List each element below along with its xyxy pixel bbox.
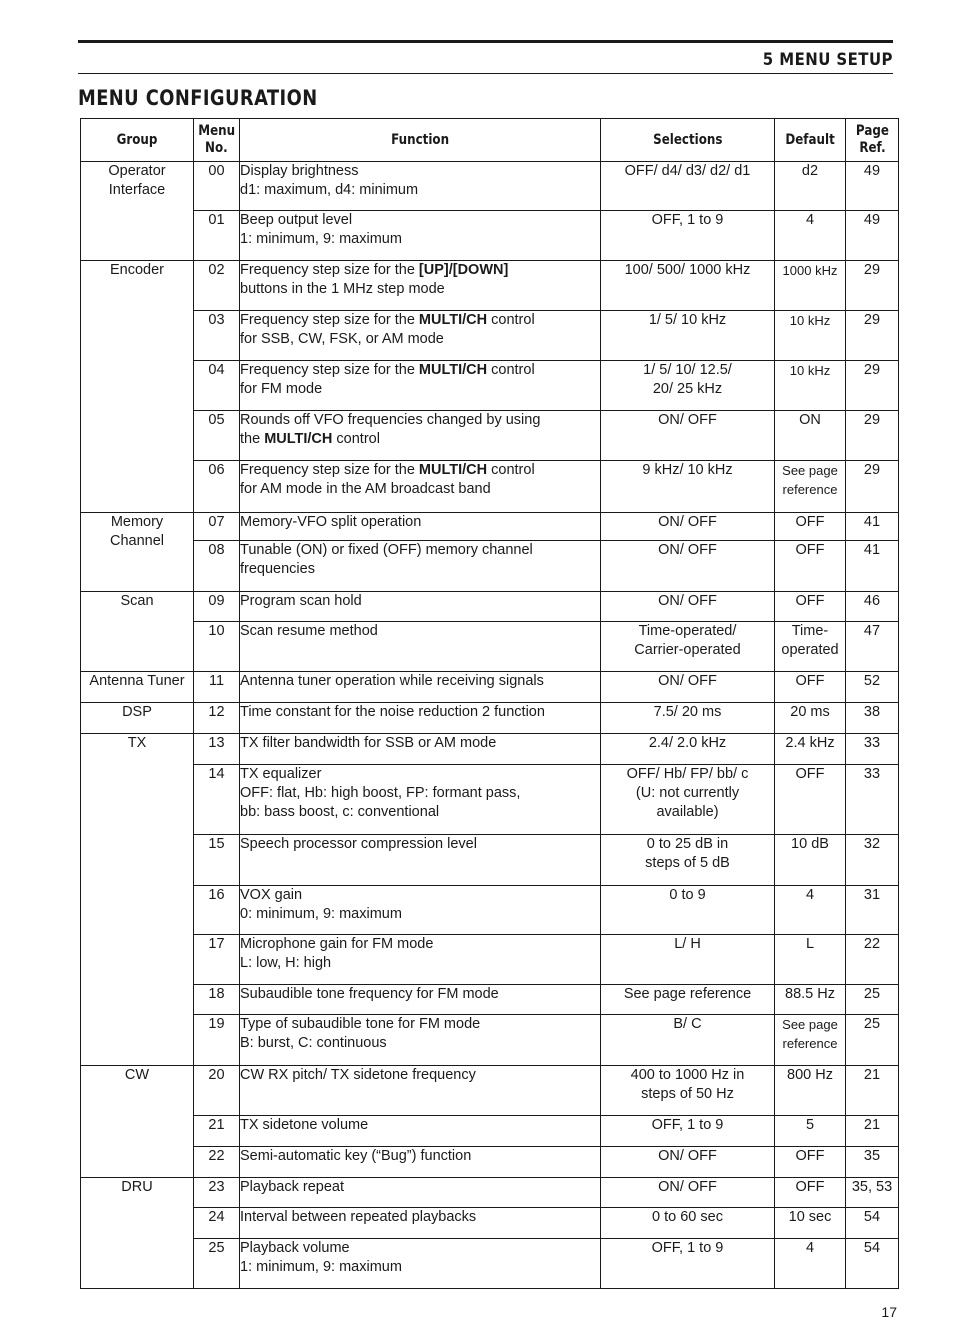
table-row [81,513,899,541]
function-cell: Frequency step size for the MULTI/CH control for FM mode [240,361,601,411]
selections-cell: 2.4/ 2.0 kHz [601,734,775,765]
default-cell: 10 dB [775,835,846,886]
function-cell: TX sidetone volume [240,1116,601,1147]
page-ref-cell: 29 [846,261,899,311]
table-row [81,935,899,985]
page-ref-cell: 25 [846,985,899,1015]
function-cell: Frequency step size for the MULTI/CH control for SSB, CW, FSK, or AM mode [240,311,601,361]
page-number: 17 [881,1304,897,1320]
header-rule-thin [78,73,893,74]
page-ref-cell: 21 [846,1116,899,1147]
table-row [81,1178,899,1208]
selections-cell: 0 to 60 sec [601,1208,775,1239]
page-ref-cell: 29 [846,411,899,461]
default-cell: 88.5 Hz [775,985,846,1015]
menu-number: 04 [194,361,240,411]
default-cell: OFF [775,541,846,592]
selections-cell: OFF, 1 to 9 [601,1239,775,1289]
menu-number: 19 [194,1015,240,1066]
page-ref-cell: 29 [846,361,899,411]
table-row [81,162,899,211]
table-row [81,1208,899,1239]
function-cell: Memory-VFO split operation [240,513,601,541]
menu-number: 07 [194,513,240,541]
page-ref-cell: 35 [846,1147,899,1178]
page-ref-cell: 31 [846,886,899,935]
selections-cell: 7.5/ 20 ms [601,703,775,734]
section-header: 5 MENU SETUP [762,50,893,70]
function-cell: Tunable (ON) or fixed (OFF) memory channel frequencies [240,541,601,592]
default-cell: 1000 kHz [775,261,846,311]
menu-number: 12 [194,703,240,734]
selections-cell: ON/ OFF [601,541,775,592]
menu-number: 16 [194,886,240,935]
default-cell: 4 [775,1239,846,1289]
function-cell: Display brightness d1: maximum, d4: minimum [240,162,601,211]
selections-cell: Time-operated/ Carrier-operated [601,622,775,672]
default-cell: OFF [775,1147,846,1178]
page-ref-cell: 49 [846,211,899,261]
function-cell: Rounds off VFO frequencies changed by using the MULTI/CH control [240,411,601,461]
selections-cell: ON/ OFF [601,592,775,622]
selections-cell: ON/ OFF [601,1147,775,1178]
menu-number: 01 [194,211,240,261]
menu-number: 13 [194,734,240,765]
function-cell: Playback repeat [240,1178,601,1208]
menu-number: 23 [194,1178,240,1208]
group-scan: Scan [81,592,194,672]
page-ref-cell: 49 [846,162,899,211]
function-cell: Time constant for the noise reduction 2 function [240,703,601,734]
function-cell: Semi-automatic key (“Bug”) function [240,1147,601,1178]
page-ref-cell: 54 [846,1208,899,1239]
table-row [81,985,899,1015]
function-cell: Type of subaudible tone for FM mode B: burst, C: continuous [240,1015,601,1066]
default-cell: 10 kHz [775,311,846,361]
page-ref-cell: 46 [846,592,899,622]
group-memory-channel: Memory Channel [81,513,194,592]
function-cell: Frequency step size for the MULTI/CH control for AM mode in the AM broadcast band [240,461,601,513]
page-ref-cell: 35, 53 [846,1178,899,1208]
default-cell: 10 sec [775,1208,846,1239]
default-cell: d2 [775,162,846,211]
menu-number: 09 [194,592,240,622]
menu-number: 20 [194,1066,240,1116]
function-cell: CW RX pitch/ TX sidetone frequency [240,1066,601,1116]
menu-number: 17 [194,935,240,985]
function-cell: Speech processor compression level [240,835,601,886]
function-cell: Microphone gain for FM mode L: low, H: high [240,935,601,985]
default-cell: See page reference [775,1015,846,1066]
menu-number: 11 [194,672,240,703]
table-row [81,1147,899,1178]
group-dsp: DSP [81,703,194,734]
selections-cell: ON/ OFF [601,411,775,461]
selections-cell: OFF, 1 to 9 [601,1116,775,1147]
menu-number: 24 [194,1208,240,1239]
function-cell: Subaudible tone frequency for FM mode [240,985,601,1015]
page-ref-cell: 47 [846,622,899,672]
selections-cell: OFF/ Hb/ FP/ bb/ c (U: not currently available) [601,765,775,835]
menu-number: 06 [194,461,240,513]
group-operator-interface: Operator Interface [81,162,194,261]
default-cell: OFF [775,765,846,835]
selections-cell: OFF, 1 to 9 [601,211,775,261]
header-rule-thick [78,40,893,43]
page-ref-cell: 29 [846,311,899,361]
page-ref-cell: 25 [846,1015,899,1066]
default-cell: OFF [775,672,846,703]
function-cell: Frequency step size for the [UP]/[DOWN] buttons in the 1 MHz step mode [240,261,601,311]
selections-cell: 400 to 1000 Hz in steps of 50 Hz [601,1066,775,1116]
page-ref-cell: 22 [846,935,899,985]
default-cell: 800 Hz [775,1066,846,1116]
page-ref-cell: 32 [846,835,899,886]
page-ref-cell: 29 [846,461,899,513]
page-ref-cell: 52 [846,672,899,703]
function-cell: Scan resume method [240,622,601,672]
group-dru: DRU [81,1178,194,1289]
menu-number: 22 [194,1147,240,1178]
table-row [81,622,899,672]
default-cell: 4 [775,211,846,261]
menu-number: 10 [194,622,240,672]
table-row [81,261,899,311]
page-ref-cell: 54 [846,1239,899,1289]
selections-cell: ON/ OFF [601,1178,775,1208]
function-cell: VOX gain 0: minimum, 9: maximum [240,886,601,935]
default-cell: 20 ms [775,703,846,734]
table-row [81,1239,899,1289]
function-cell: Antenna tuner operation while receiving signals [240,672,601,703]
menu-number: 14 [194,765,240,835]
selections-cell: See page reference [601,985,775,1015]
default-cell: ON [775,411,846,461]
default-cell: 4 [775,886,846,935]
page-ref-cell: 21 [846,1066,899,1116]
menu-number: 05 [194,411,240,461]
group-antenna-tuner: Antenna Tuner [81,672,194,703]
table-row [81,765,899,835]
default-cell: See page reference [775,461,846,513]
group-encoder: Encoder [81,261,194,513]
function-cell: Playback volume 1: minimum, 9: maximum [240,1239,601,1289]
table-row [81,734,899,765]
table-row [81,311,899,361]
menu-number: 08 [194,541,240,592]
table-header-row [81,119,899,162]
page-ref-cell: 41 [846,513,899,541]
table-row [81,703,899,734]
default-cell: OFF [775,592,846,622]
default-cell: 5 [775,1116,846,1147]
function-cell: TX equalizer OFF: flat, Hb: high boost, FP: formant pass, bb: bass boost, c: conventional [240,765,601,835]
column-header-selections: Selections [601,119,775,162]
menu-number: 02 [194,261,240,311]
selections-cell: 100/ 500/ 1000 kHz [601,261,775,311]
menu-configuration-table [80,118,899,1289]
table-row [81,672,899,703]
menu-number: 03 [194,311,240,361]
menu-number: 21 [194,1116,240,1147]
column-header-page-ref: Page Ref. [846,119,899,162]
default-cell: OFF [775,1178,846,1208]
default-cell: 2.4 kHz [775,734,846,765]
table-row [81,1066,899,1116]
default-cell: OFF [775,513,846,541]
function-cell: Interval between repeated playbacks [240,1208,601,1239]
table-row [81,886,899,935]
menu-number: 15 [194,835,240,886]
page-title: MENU CONFIGURATION [78,86,318,110]
table-row [81,361,899,411]
selections-cell: 9 kHz/ 10 kHz [601,461,775,513]
default-cell: 10 kHz [775,361,846,411]
page-ref-cell: 38 [846,703,899,734]
page-ref-cell: 33 [846,734,899,765]
default-cell: L [775,935,846,985]
selections-cell: 1/ 5/ 10/ 12.5/ 20/ 25 kHz [601,361,775,411]
table-row [81,461,899,513]
table-row [81,411,899,461]
table-row [81,211,899,261]
menu-number: 25 [194,1239,240,1289]
table-row [81,592,899,622]
page-ref-cell: 41 [846,541,899,592]
table-row [81,1015,899,1066]
column-header-function: Function [240,119,601,162]
column-header-group: Group [81,119,194,162]
selections-cell: 0 to 9 [601,886,775,935]
menu-number: 18 [194,985,240,1015]
table-row [81,835,899,886]
column-header-default: Default [775,119,846,162]
function-cell: TX filter bandwidth for SSB or AM mode [240,734,601,765]
default-cell: Time- operated [775,622,846,672]
menu-number: 00 [194,162,240,211]
selections-cell: 0 to 25 dB in steps of 5 dB [601,835,775,886]
group-tx: TX [81,734,194,1066]
function-cell: Beep output level 1: minimum, 9: maximum [240,211,601,261]
selections-cell: OFF/ d4/ d3/ d2/ d1 [601,162,775,211]
group-cw: CW [81,1066,194,1178]
selections-cell: L/ H [601,935,775,985]
column-header-menu-no: Menu No. [194,119,240,162]
selections-cell: B/ C [601,1015,775,1066]
page-ref-cell: 33 [846,765,899,835]
selections-cell: ON/ OFF [601,672,775,703]
selections-cell: 1/ 5/ 10 kHz [601,311,775,361]
selections-cell: ON/ OFF [601,513,775,541]
table-row [81,1116,899,1147]
function-cell: Program scan hold [240,592,601,622]
table-row [81,541,899,592]
